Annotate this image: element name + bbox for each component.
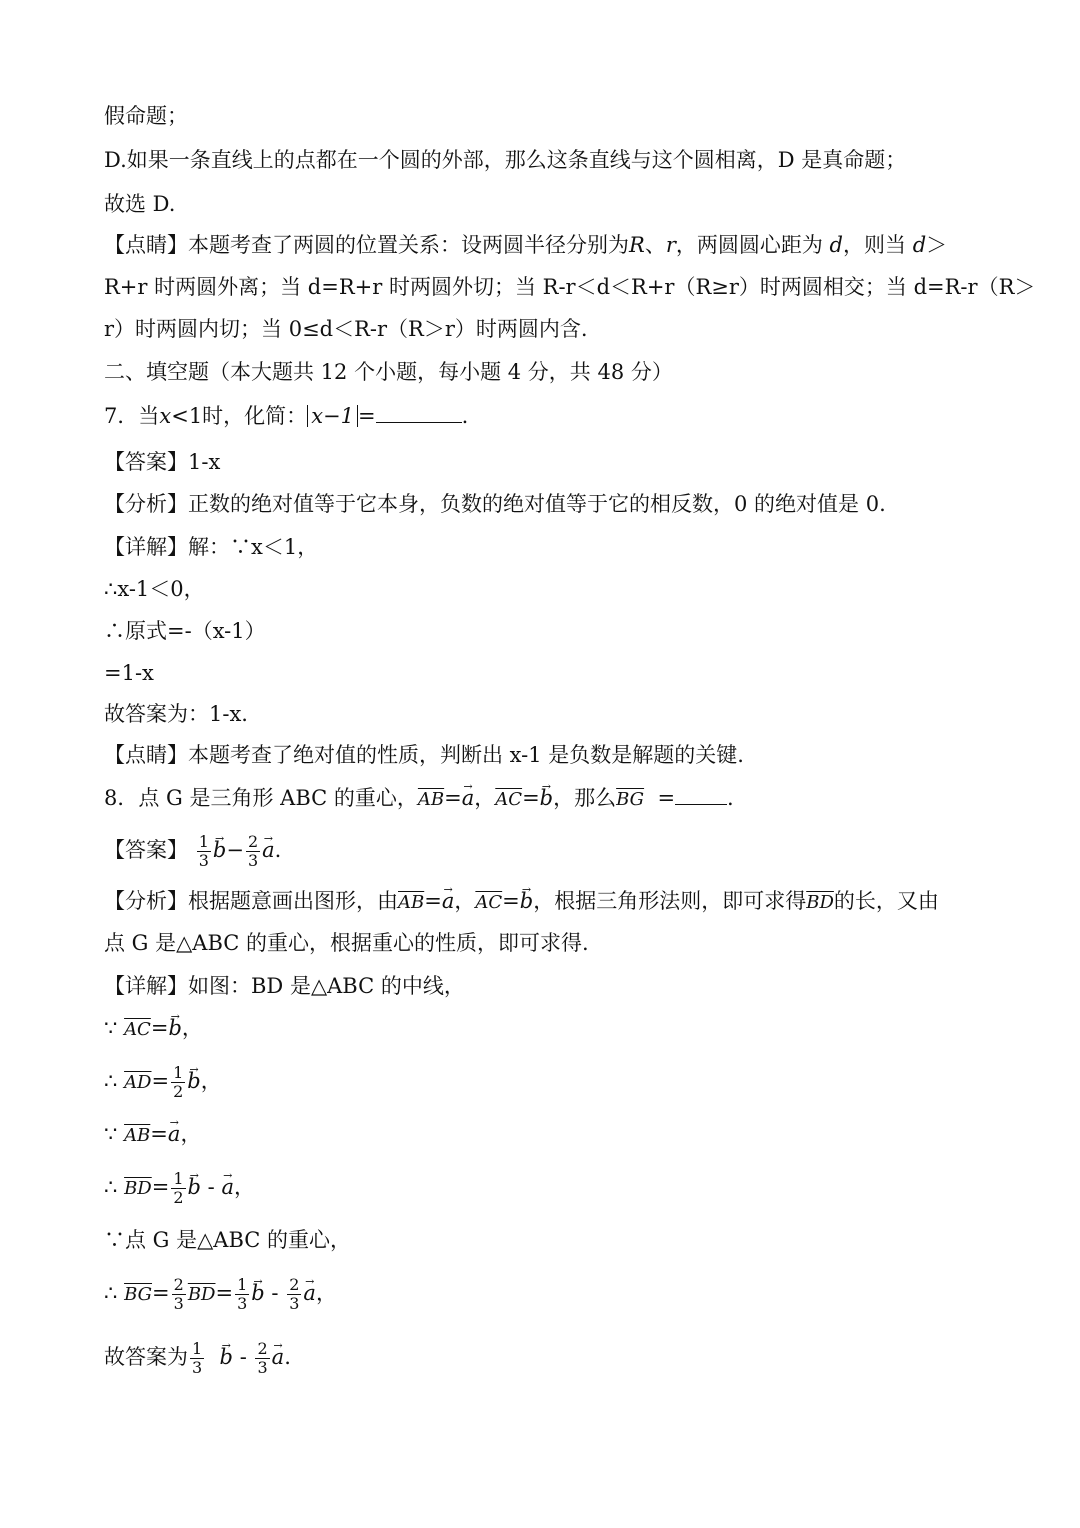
tip-paragraph: 【点睛】本题考查了两圆的位置关系：设两圆半径分别为R、r，两圆圆心距为 d，则当 d＞ — [104, 233, 948, 257]
text-line: 假命题； — [104, 104, 188, 128]
detail-7-line: 故答案为：1-x. — [104, 702, 248, 726]
final-answer-8: 故答案为 $\frac{1}{3}$ → b - $\frac{2}{3}$ → a. — [104, 1340, 980, 1377]
detail-8-line: ∴ $\overline{BG}=$ $\frac{2}{3}$ $\overline{BD}=$ $\frac{1}{3}$ → b - $\frac{2}{3}$ → a， — [104, 1276, 980, 1313]
text-line: D.如果一条直线上的点都在一个圆的外部，那么这条直线与这个圆相离，D 是真命题； — [104, 148, 907, 172]
text-line: r）时两圆内切；当 0≤d＜R-r（R＞r）时两圆内含. — [104, 317, 588, 341]
detail-8-line: 【详解】如图：BD 是△ABC 的中线， — [104, 974, 465, 998]
question-7: 7．当x<1时，化简： x−1 = . — [104, 404, 469, 428]
analysis-8-line: 点 G 是△ABC 的重心，根据重心的性质，即可求得. — [104, 931, 589, 955]
detail-8-line: ∵ $\overline{AC}=\to b$， — [104, 1014, 980, 1044]
detail-8-line: ∵点 G 是△ABC 的重心， — [104, 1228, 352, 1252]
detail-7-line: =1-x — [104, 661, 154, 685]
detail-7-line: 【详解】解：∵x＜1， — [104, 535, 319, 559]
section-heading: 二、填空题（本大题共 12 个小题，每小题 4 分，共 48 分） — [104, 360, 673, 384]
detail-8-line: ∴ $\overline{AD}=$ $\frac{1}{2}$ → b， — [104, 1064, 980, 1101]
detail-8-line: ∴ $\overline{BD}=$ $\frac{1}{2}$ → b - → a， — [104, 1170, 980, 1207]
detail-7-line: ∴原式=-（x-1） — [104, 619, 266, 643]
text-line: R+r 时两圆外离；当 d=R+r 时两圆外切；当 R-r＜d＜R+r（R≥r）时两圆相交；当 d=R-r（R＞ — [104, 275, 1036, 299]
detail-8-line: ∵ $\overline{AB}=\to a$， — [104, 1120, 980, 1150]
answer-7: 【答案】1-x — [104, 450, 221, 474]
analysis-8: 【分析】根据题意画出图形，由$\overline{AB}=\to a$，$\overline{AC}=\to b$，根据三角形法则，即可求得$\overline{BD}$的长，又由 — [104, 887, 980, 917]
answer-blank — [376, 402, 462, 423]
detail-7-line: ∴x-1＜0， — [104, 577, 205, 601]
tip-7: 【点睛】本题考查了绝对值的性质，判断出 x-1 是负数是解题的关键. — [104, 743, 744, 767]
answer-8: 【答案】 $\frac{1}{3}$ → b− $\frac{2}{3}$ → a. — [104, 833, 980, 870]
analysis-7: 【分析】正数的绝对值等于它本身，负数的绝对值等于它的相反数，0 的绝对值是 0. — [104, 492, 886, 516]
answer-blank — [675, 784, 727, 805]
question-8: 8．点 G 是三角形 ABC 的重心，$\overline{AB}=\to a$，$\overline{AC}=\to b$，那么$\overline{BG}$ = . — [104, 784, 980, 814]
text-line: 故选 D. — [104, 192, 176, 216]
